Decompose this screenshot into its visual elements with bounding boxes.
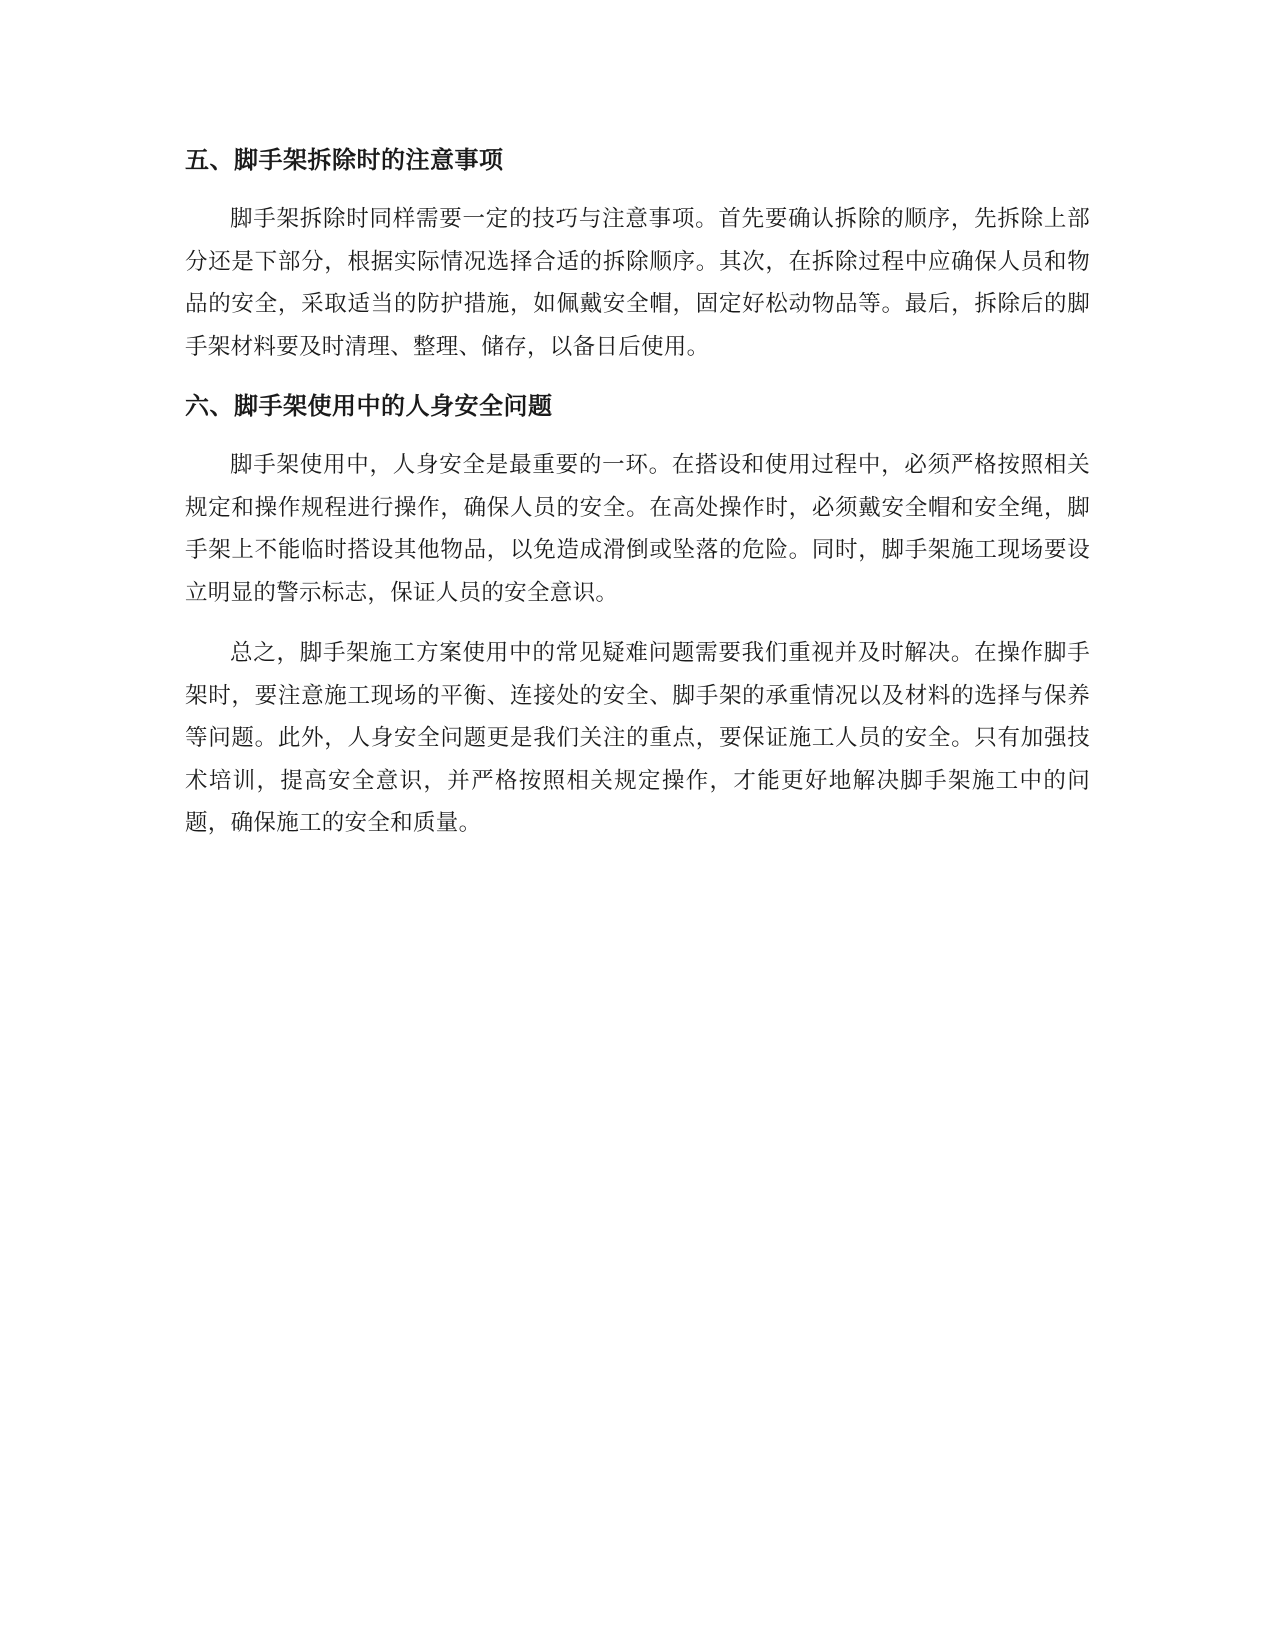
section-paragraph: 脚手架使用中，人身安全是最重要的一环。在搭设和使用过程中，必须严格按照相关规定和操作规程进行操作，确保人员的安全。在高处操作时，必须戴安全帽和安全绳，脚手架上不能临时搭设其他物品，以免造成滑倒或坠落的危险。同时，脚手架施工现场要设立明显的警示标志，保证人员的安全意识。 — [185, 452, 1090, 606]
section-heading: 六、脚手架使用中的人身安全问题 — [185, 392, 553, 420]
section-paragraph: 脚手架拆除时同样需要一定的技巧与注意事项。首先要确认拆除的顺序，先拆除上部分还是下部分，根据实际情况选择合适的拆除顺序。其次，在拆除过程中应确保人员和物品的安全，采取适当的防护措施，如佩戴安全帽，固定好松动物品等。最后，拆除后的脚手架材料要及时清理、整理、储存，以备日后使用。 — [185, 206, 1090, 360]
section-personal-safety — [185, 386, 1090, 845]
section-heading: 五、脚手架拆除时的注意事项 — [185, 146, 504, 174]
section-dismantling — [185, 140, 1090, 368]
document-page — [185, 140, 1090, 863]
conclusion-paragraph: 总之，脚手架施工方案使用中的常见疑难问题需要我们重视并及时解决。在操作脚手架时，要注意施工现场的平衡、连接处的安全、脚手架的承重情况以及材料的选择与保养等问题。此外，人身安全问题更是我们关注的重点，要保证施工人员的安全。只有加强技术培训，提高安全意识，并严格按照相关规定操作，才能更好地解决脚手架施工中的问题，确保施工的安全和质量。 — [185, 640, 1090, 836]
